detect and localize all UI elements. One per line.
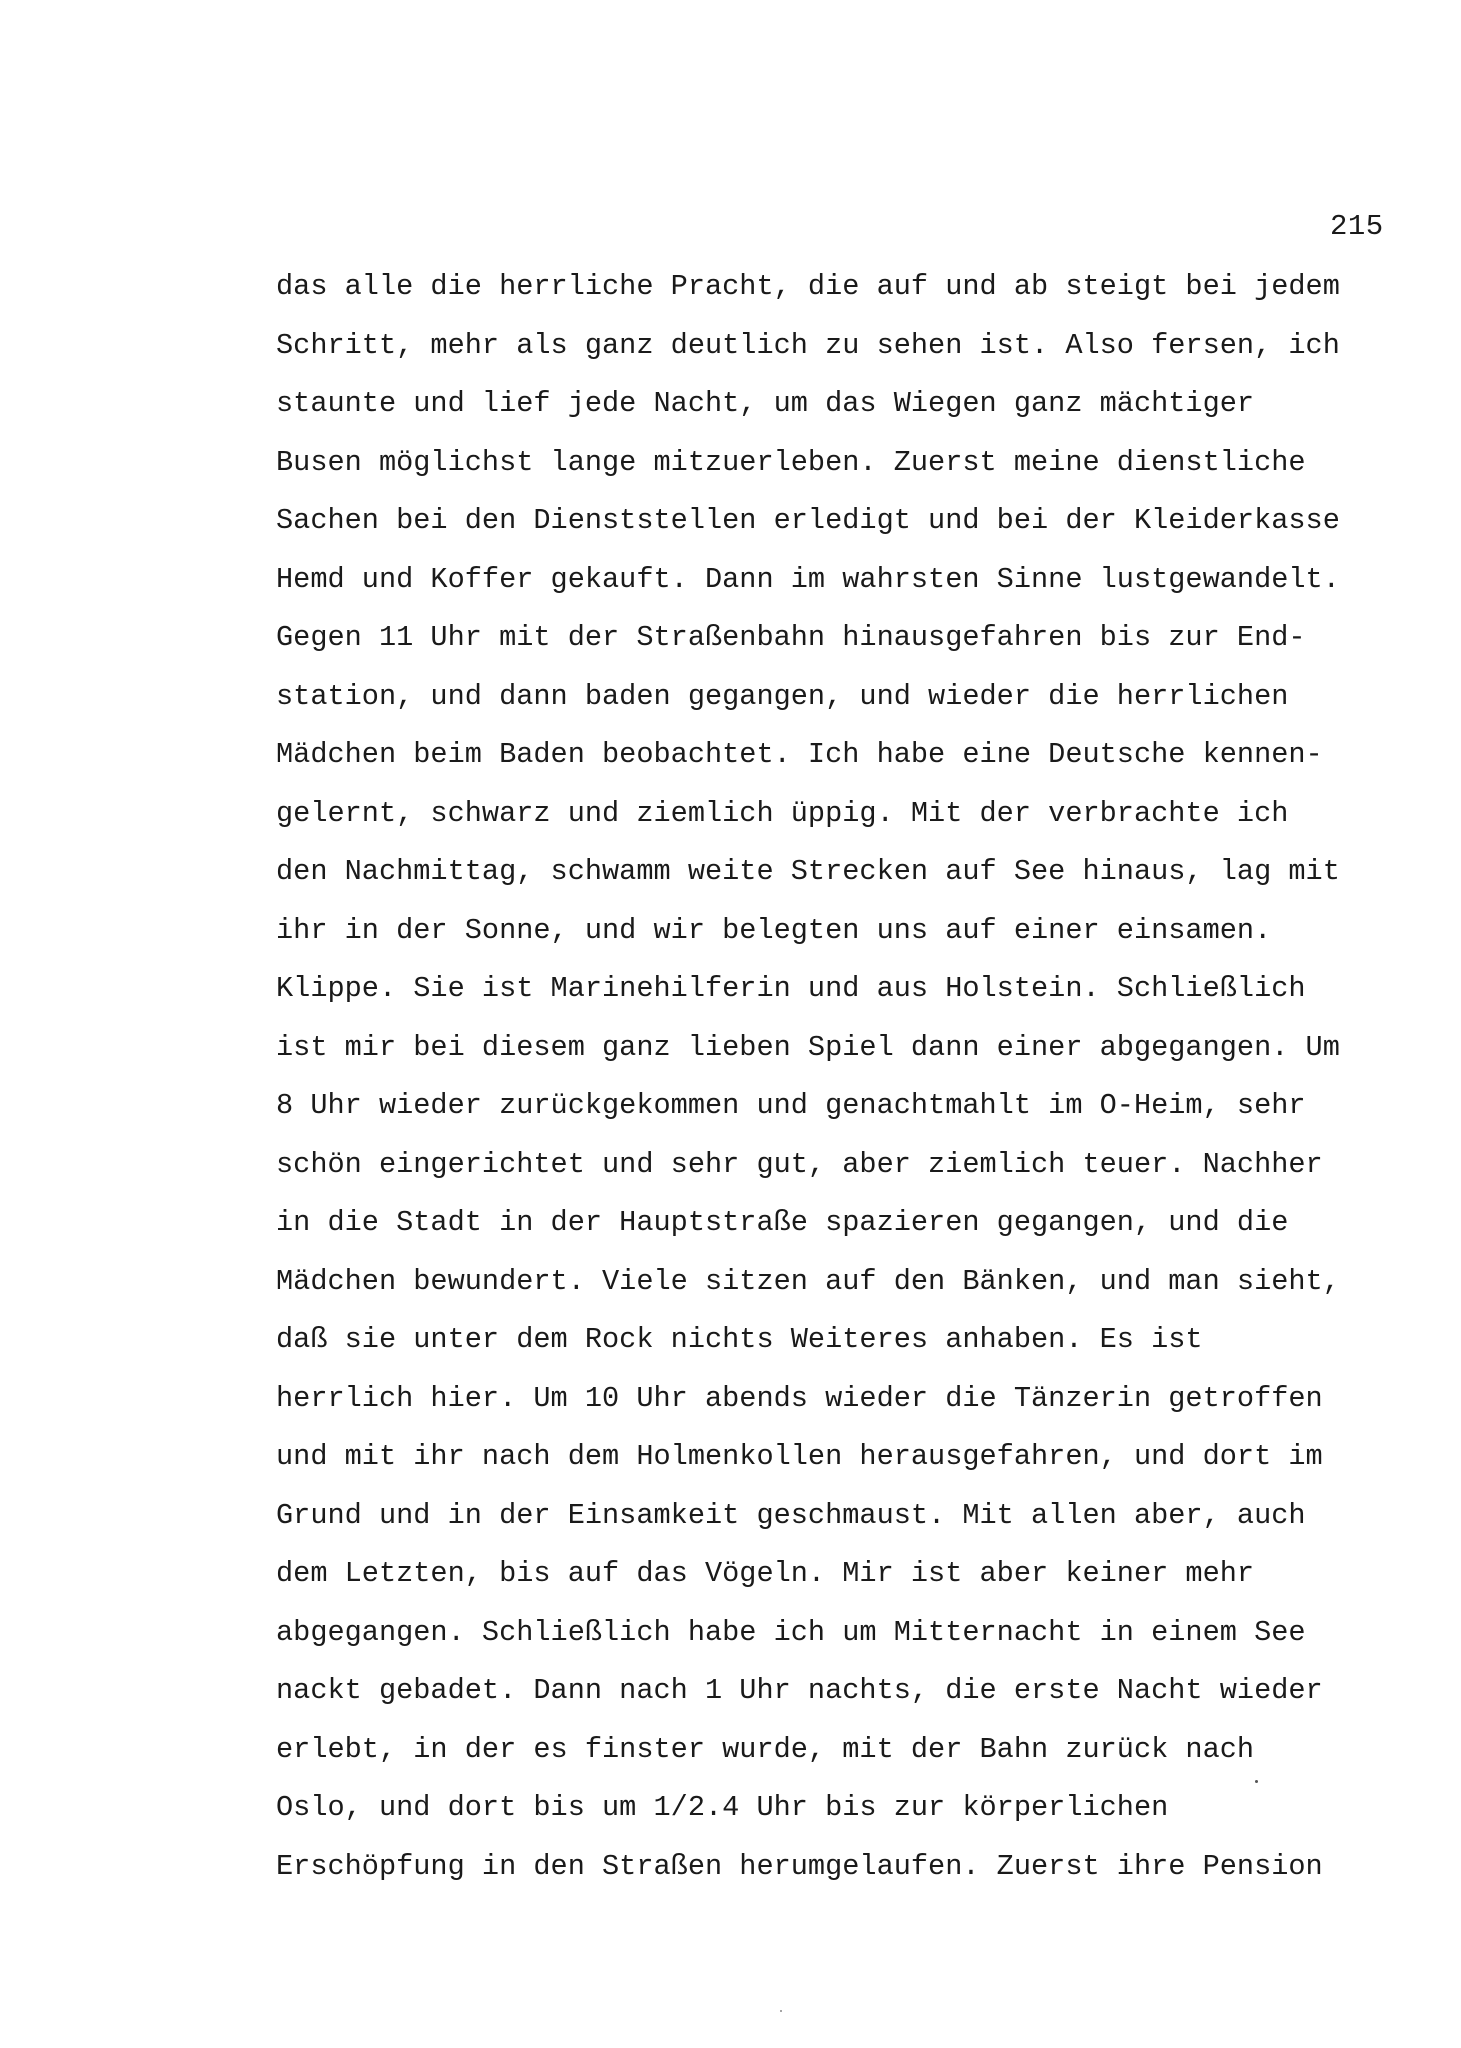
text-line: Mädchen beim Baden beobachtet. Ich habe eine Deutsche kennen- xyxy=(276,738,1323,771)
text-line: Oslo, und dort bis um 1/2.4 Uhr bis zur körperlichen xyxy=(276,1791,1169,1824)
text-line: das alle die herrliche Pracht, die auf und ab steigt bei jedem xyxy=(276,270,1340,303)
text-line: Erschöpfung in den Straßen herumgelaufen. Zuerst ihre Pension xyxy=(276,1849,1323,1883)
text-line: Gegen 11 Uhr mit der Straßenbahn hinausgefahren bis zur End- xyxy=(276,621,1306,654)
text-line: schön eingerichtet und sehr gut, aber ziemlich teuer. Nachher xyxy=(276,1147,1323,1181)
text-line: Busen möglichst lange mitzuerleben. Zuerst meine dienstliche xyxy=(276,445,1306,479)
text-line: Schritt, mehr als ganz deutlich zu sehen ist. Also fersen, ich xyxy=(276,328,1340,362)
text-line: ihr in der Sonne, und wir belegten uns auf einer einsamen. xyxy=(276,913,1272,947)
text-line: Mädchen bewundert. Viele sitzen auf den Bänken, und man sieht, xyxy=(276,1264,1340,1298)
page-number: 215 xyxy=(1330,210,1384,243)
scan-speck xyxy=(780,2010,782,2012)
text-line: Klippe. Sie ist Marinehilferin und aus Holstein. Schließlich xyxy=(276,972,1306,1005)
text-line: 8 Uhr wieder zurückgekommen und genachtmahlt im O-Heim, sehr xyxy=(276,1089,1306,1122)
text-line: und mit ihr nach dem Holmenkollen herausgefahren, und dort im xyxy=(276,1440,1323,1473)
text-line: den Nachmittag, schwamm weite Strecken auf See hinaus, lag mit xyxy=(276,855,1340,888)
text-line: Grund und in der Einsamkeit geschmaust. Mit allen aber, auch xyxy=(276,1498,1306,1532)
text-line: nackt gebadet. Dann nach 1 Uhr nachts, die erste Nacht wieder xyxy=(276,1674,1323,1707)
scan-speck xyxy=(1255,1780,1258,1783)
text-line: abgegangen. Schließlich habe ich um Mitternacht in einem See xyxy=(276,1615,1306,1649)
text-line: daß sie unter dem Rock nichts Weiteres anhaben. Es ist xyxy=(276,1323,1203,1356)
text-line: in die Stadt in der Hauptstraße spazieren gegangen, und die xyxy=(276,1206,1289,1239)
text-line: erlebt, in der es finster wurde, mit der Bahn zurück nach xyxy=(276,1732,1255,1766)
text-line: station, und dann baden gegangen, und wieder die herrlichen xyxy=(276,679,1289,713)
text-line: Hemd und Koffer gekauft. Dann im wahrsten Sinne lustgewandelt. xyxy=(276,562,1340,596)
text-line: staunte und lief jede Nacht, um das Wiegen ganz mächtiger xyxy=(276,387,1255,420)
text-line: gelernt, schwarz und ziemlich üppig. Mit der verbrachte ich xyxy=(276,796,1289,830)
text-line: herrlich hier. Um 10 Uhr abends wieder die Tänzerin getroffen xyxy=(276,1381,1323,1415)
text-line: dem Letzten, bis auf das Vögeln. Mir ist aber keiner mehr xyxy=(276,1557,1255,1590)
text-line: Sachen bei den Dienststellen erledigt und bei der Kleiderkasse xyxy=(276,504,1340,537)
body-text xyxy=(276,258,1396,1896)
text-line: ist mir bei diesem ganz lieben Spiel dann einer abgegangen. Um xyxy=(276,1030,1340,1064)
